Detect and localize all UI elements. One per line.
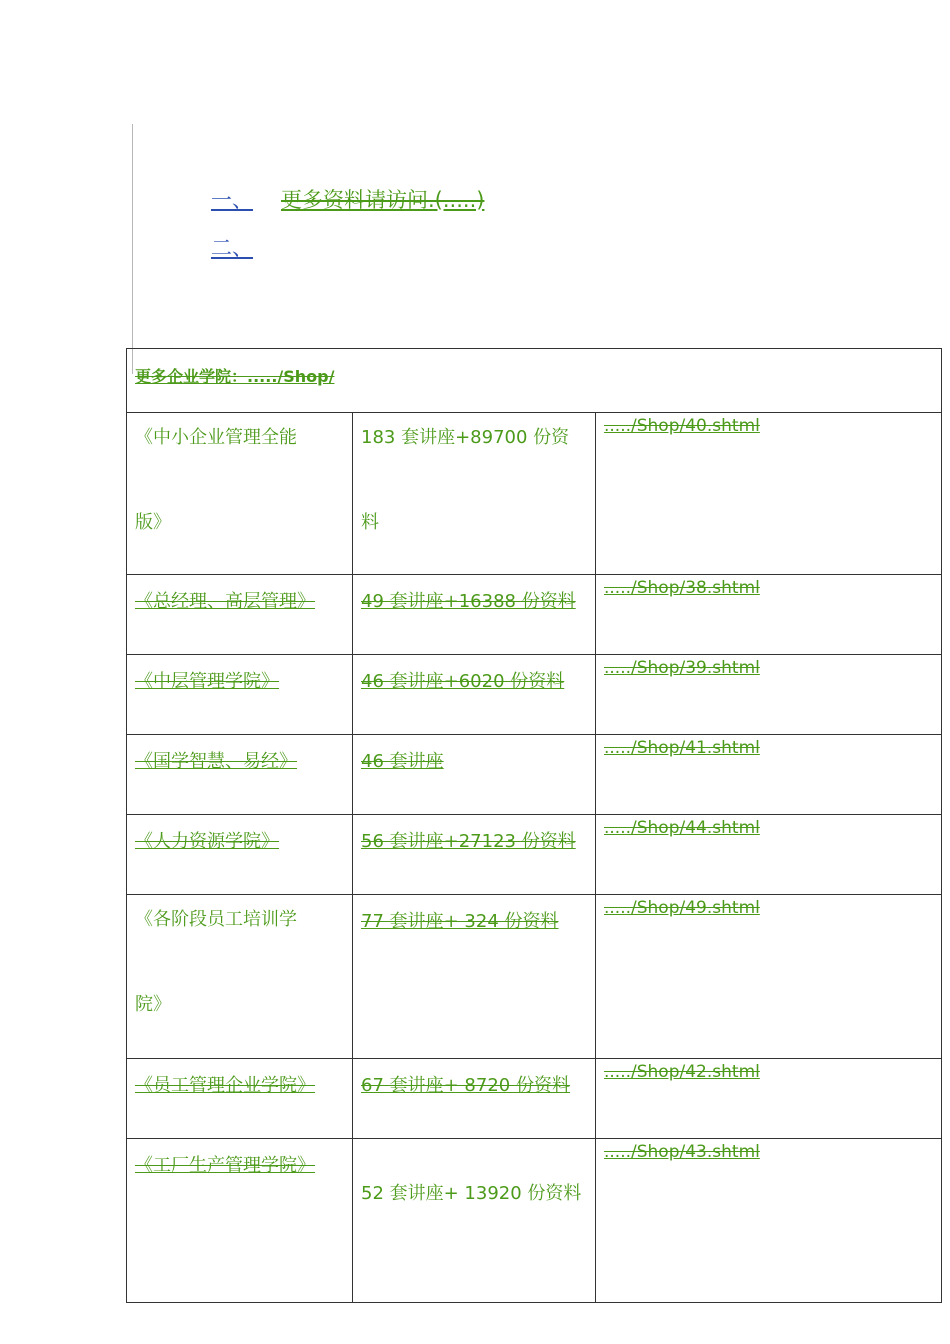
course-name[interactable]: 《员工管理企业学院》 [135, 1075, 315, 1096]
course-url[interactable]: ...../Shop/38.shtml [604, 578, 760, 598]
table-row [127, 735, 942, 815]
course-name[interactable]: 《人力资源学院》 [135, 831, 279, 852]
course-content[interactable]: 56 套讲座+27123 份资料 [361, 831, 576, 852]
course-content[interactable]: 183 套讲座+89700 份资料 [361, 427, 570, 533]
table-row [127, 575, 942, 655]
heading-2 [211, 234, 281, 262]
table-row [127, 895, 942, 1059]
course-url[interactable]: ...../Shop/40.shtml [604, 416, 760, 436]
header-link[interactable]: ...../Shop/ [247, 367, 335, 386]
course-name[interactable]: 《各阶段员工培训学院》 [135, 909, 297, 1015]
course-content[interactable]: 49 套讲座+16388 份资料 [361, 591, 576, 612]
table-row [127, 413, 942, 575]
shop-table [126, 348, 942, 1303]
table-row [127, 1059, 942, 1139]
heading-1 [211, 186, 484, 214]
course-url[interactable]: ...../Shop/44.shtml [604, 818, 760, 838]
course-content[interactable]: 52 套讲座+ 13920 份资料 [361, 1183, 582, 1204]
course-url[interactable]: ...../Shop/42.shtml [604, 1062, 760, 1082]
course-name[interactable]: 《中小企业管理全能版》 [135, 427, 297, 533]
header-label: 更多企业学院： [135, 367, 248, 386]
margin-line [132, 124, 133, 374]
course-name[interactable]: 《中层管理学院》 [135, 671, 279, 692]
heading-2-number: 二、 [211, 236, 253, 260]
course-content[interactable]: 46 套讲座+6020 份资料 [361, 671, 565, 692]
course-name[interactable]: 《工厂生产管理学院》 [135, 1155, 315, 1176]
table-row [127, 1139, 942, 1303]
heading-1-number: 一、 [211, 188, 253, 212]
course-content[interactable]: 77 套讲座+ 324 份资料 [361, 911, 559, 932]
table-row [127, 655, 942, 735]
course-content[interactable]: 46 套讲座 [361, 751, 444, 772]
course-url[interactable]: ...../Shop/43.shtml [604, 1142, 760, 1162]
heading-1-link[interactable]: 更多资料请访问.(.....) [281, 188, 485, 212]
course-content[interactable]: 67 套讲座+ 8720 份资料 [361, 1075, 570, 1096]
course-url[interactable]: ...../Shop/49.shtml [604, 898, 760, 918]
course-url[interactable]: ...../Shop/39.shtml [604, 658, 760, 678]
course-url[interactable]: ...../Shop/41.shtml [604, 738, 760, 758]
course-name[interactable]: 《总经理、高层管理》 [135, 591, 315, 612]
course-name[interactable]: 《国学智慧、易经》 [135, 751, 297, 772]
